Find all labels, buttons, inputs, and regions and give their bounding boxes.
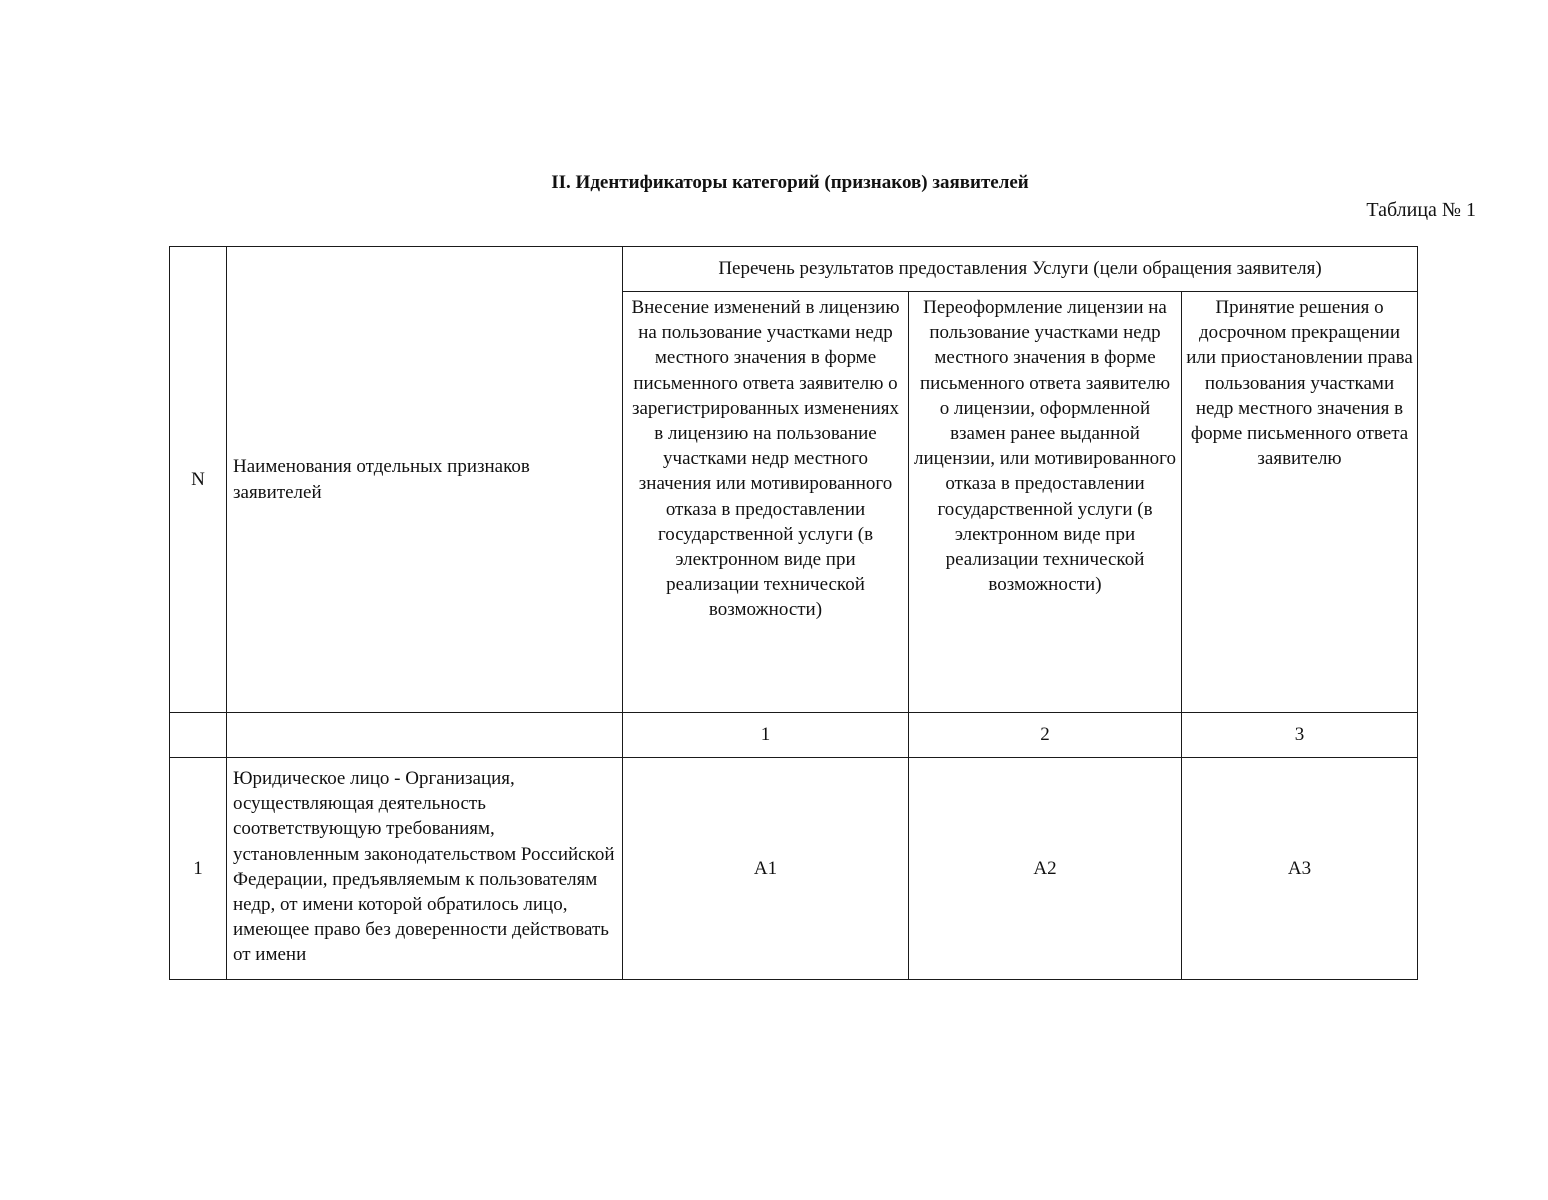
applicant-categories-table [169,246,1418,980]
row-value-2: А2 [909,758,1182,980]
row-value-1: А1 [623,758,909,980]
header-applicant-attributes: Наименования отдельных признаков заявителей [227,247,623,713]
header-result-1: Внесение изменений в лицензию на пользование участками недр местного значения в форме письменного ответа заявителю о зарегистрированных изменениях в лицензию на пользование участками недр местного значения или мотивированного отказа в предоставлении государственной услуги (в электронном виде при реализации технической возможности) [623,292,909,713]
table-header-row-group [170,247,1418,292]
row-description: Юридическое лицо - Организация, осуществляющая деятельность соответствующую требованиям, установленным законодательством Российской Федерации, предъявляемым к пользователям недр, от имени которой обратилось лицо, имеющее право без доверенности действовать от имени [227,758,623,980]
section-title: II. Идентификаторы категорий (признаков) заявителей [551,172,1029,193]
table-row [170,758,1418,980]
column-number-1: 1 [623,713,909,758]
empty-cell [227,713,623,758]
header-result-3: Принятие решения о досрочном прекращении или приостановлении права пользования участками недр местного значения в форме письменного ответа заявителю [1182,292,1418,713]
empty-cell [170,713,227,758]
row-number: 1 [170,758,227,980]
column-number-2: 2 [909,713,1182,758]
header-n: N [170,247,227,713]
column-number-3: 3 [1182,713,1418,758]
row-value-3: А3 [1182,758,1418,980]
header-results-group: Перечень результатов предоставления Услуги (цели обращения заявителя) [623,247,1418,292]
header-result-2: Переоформление лицензии на пользование участками недр местного значения в форме письменного ответа заявителю о лицензии, оформленной взамен ранее выданной лицензии, или мотивированного отказа в предоставлении государственной услуги (в электронном виде при реализации технической возможности) [909,292,1182,713]
table-number-label: Таблица № 1 [1366,199,1476,221]
table-column-numbers-row [170,713,1418,758]
